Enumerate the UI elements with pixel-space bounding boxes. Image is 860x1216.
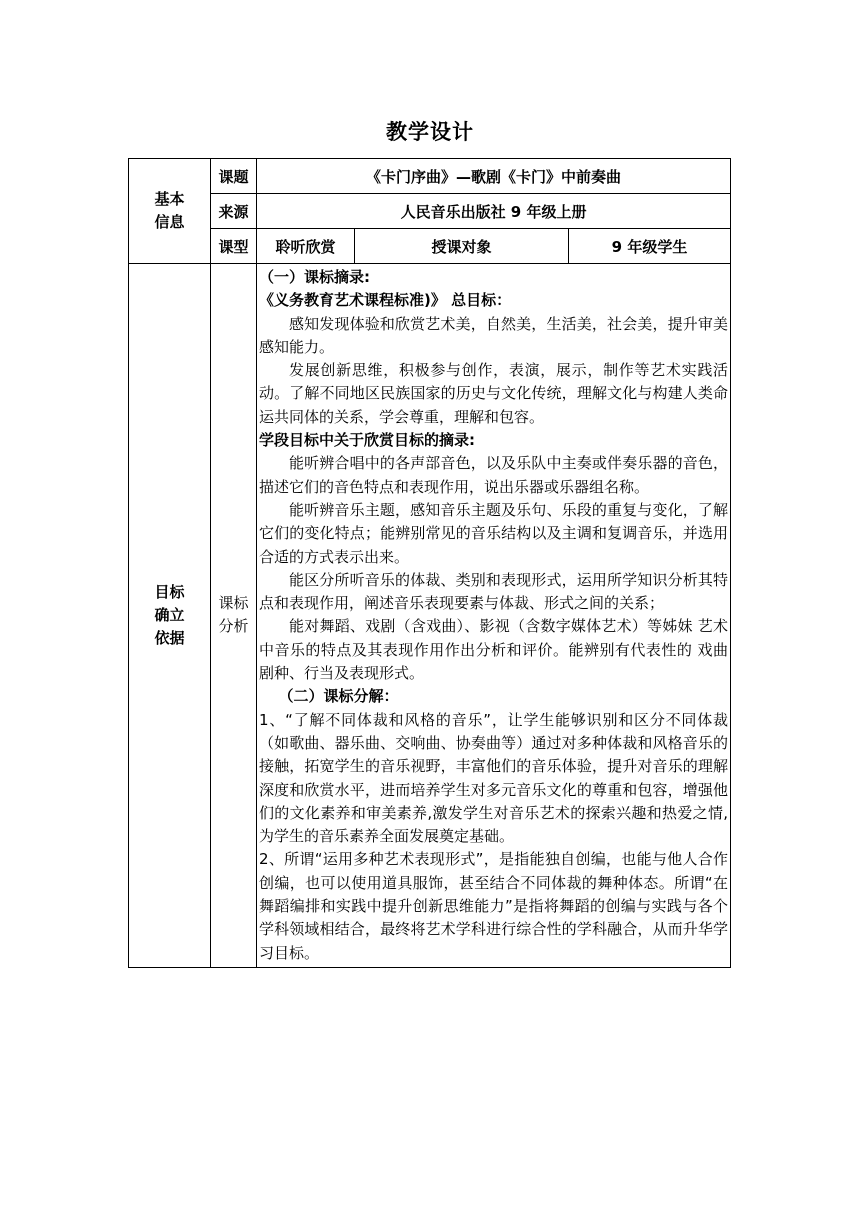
curriculum-analysis-label: 课标 分析 [211, 264, 257, 968]
audience-value: 9 年级学生 [569, 229, 731, 264]
type-row [129, 229, 731, 264]
analysis-paragraph: 能区分所听音乐的体裁、类别和表现形式，运用所学知识分析其特点和表现作用，阐述音乐表现要素与体裁、形式之间的关系； [259, 570, 729, 613]
analysis-paragraph: 《义务教育艺术课程标准)》 总目标： [259, 291, 512, 310]
type-value: 聆听欣赏 [257, 229, 355, 264]
analysis-paragraph: 能听辨合唱中的各声部音色，以及乐队中主奏或伴奏乐器的音色，描述它们的音色特点和表现作用，说出乐器或乐器组名称。 [259, 454, 729, 496]
curriculum-analysis-content [257, 264, 731, 968]
analysis-paragraph: 1、“了解不同体裁和风格的音乐”，让学生能够识别和区分不同体裁（如歌曲、器乐曲、交响曲、协奏曲等）通过对多种体裁和风格音乐的接触，拓宽学生的音乐视野，丰富他们的音乐体验，提升对音乐的理解深度和欣赏水平，进而培养学生对多元音乐文化的尊重和包容，增强他们的文化素养和审美素养,激发学生对音乐艺术的探索兴趣和热爱之情,为学生的音乐素养全面发展奠定基础。 [259, 710, 729, 846]
source-row [129, 194, 731, 229]
analysis-paragraph: 学段目标中关于欣赏目标的摘录: [259, 431, 476, 450]
topic-value: 《卡门序曲》—歌剧《卡门》中前奏曲 [257, 159, 731, 194]
source-value: 人民音乐出版社 9 年级上册 [257, 194, 731, 229]
topic-row [129, 159, 731, 194]
document-title: 教学设计 [386, 120, 474, 144]
analysis-paragraph: 2、所谓“运用多种艺术表现形式”，是指能独自创编，也能与他人合作创编，也可以使用道具服饰，甚至结合不同体裁的舞种体态。所谓“在舞蹈编排和实践中提升创新思维能力”是指将舞蹈的创编与实践与各个学科领域相结合，最终将艺术学科进行综合性的学科融合，从而升华学习目标。 [259, 850, 729, 962]
objective-label: 目标 确立 依据 [129, 264, 211, 968]
lesson-design-table [128, 158, 731, 968]
analysis-paragraph: （一）课标摘录: [259, 268, 370, 286]
source-label: 来源 [211, 194, 257, 229]
audience-label: 授课对象 [355, 229, 569, 264]
analysis-paragraph: 感知发现体验和欣赏艺术美，自然美，生活美，社会美，提升审美感知能力。 [259, 314, 729, 356]
analysis-paragraph: 发展创新思维，积极参与创作，表演，展示，制作等艺术实践活动。了解不同地区民族国家的历史与文化传统，理解文化与构建人类命运共同体的关系，学会尊重，理解和包容。 [259, 361, 729, 426]
type-label: 课型 [211, 229, 257, 264]
objective-row [129, 264, 731, 968]
analysis-paragraph: 能对舞蹈、戏剧（含戏曲）、影视（含数字媒体艺术）等姊妹 艺术中音乐的特点及其表现作用作出分析和评价。能辨别有代表性的 戏曲剧种、行当及表现形式。 [259, 617, 729, 683]
analysis-paragraph: （二）课标分解： [278, 687, 399, 706]
analysis-paragraph: 能听辨音乐主题，感知音乐主题及乐句、乐段的重复与变化，了解它们的变化特点；能辨别常见的音乐结构以及主调和复调音乐，并选用合适的方式表示出来。 [259, 500, 729, 566]
basic-info-label: 基本 信息 [129, 159, 211, 264]
topic-label: 课题 [211, 159, 257, 194]
